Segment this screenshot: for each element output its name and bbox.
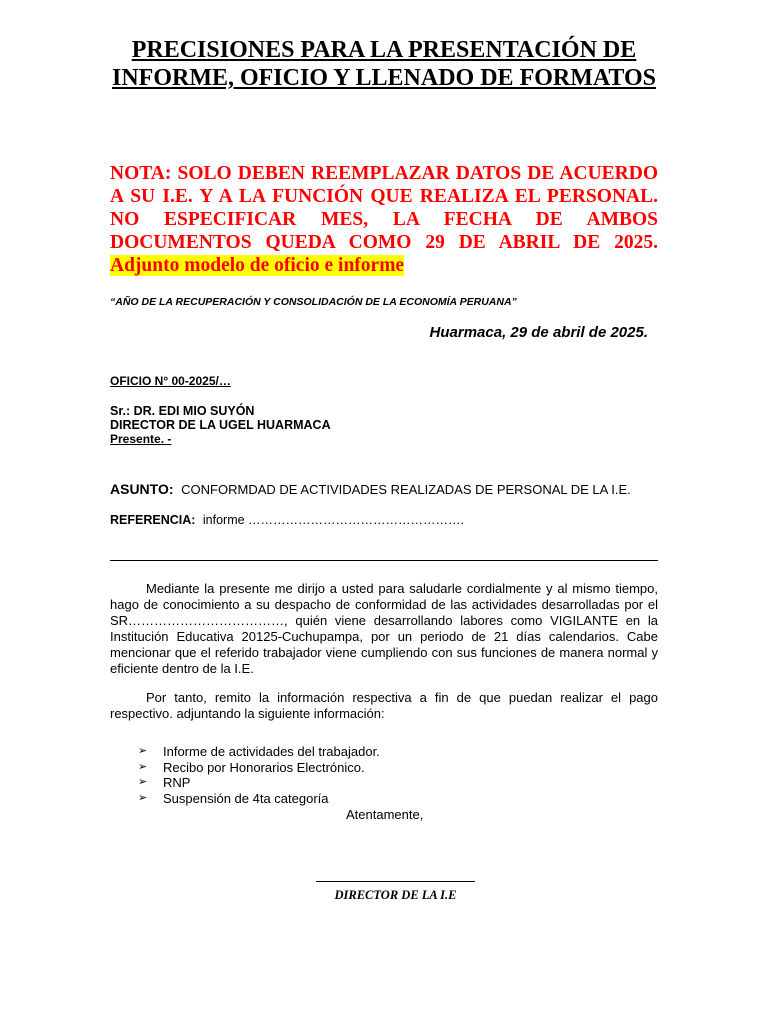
subject-value: CONFORMDAD DE ACTIVIDADES REALIZADAS DE PERSONAL DE LA I.E. — [181, 482, 631, 497]
list-item — [138, 775, 380, 791]
addressee-title: DIRECTOR DE LA UGEL HUARMACA — [110, 418, 331, 432]
attachment-text: Recibo por Honorarios Electrónico. — [163, 759, 365, 775]
place-date: Huarmaca, 29 de abril de 2025. — [429, 324, 648, 341]
arrow-bullet-icon: ➢ — [138, 776, 148, 789]
attachments-list — [138, 744, 380, 807]
subject-label: ASUNTO: — [110, 481, 174, 497]
reference-line — [110, 513, 464, 527]
separator-line — [110, 560, 658, 561]
reference-label: REFERENCIA: — [110, 513, 196, 527]
body-paragraph-1: Mediante la presente me dirijo a usted para saludarle cordialmente y al mismo tiempo, hago de conocimiento a su despacho de conformidad de las actividades desarrolladas por el SR………………………………, quién viene desarrollando labores como VIGILANTE en la Institución Educativa 20125-Cuchupampa, por un periodo de 21 días calendarios. Cabe mencionar que el referido trabajador viene cumpliendo con sus funciones de manera normal y eficiente dentro de la I.E. — [110, 581, 658, 676]
addressee-block — [110, 404, 331, 446]
instruction-note — [110, 162, 658, 277]
list-item — [138, 760, 380, 776]
attachment-text: Suspensión de 4ta categoría — [163, 791, 329, 807]
arrow-bullet-icon: ➢ — [138, 792, 148, 805]
body-paragraph-2: Por tanto, remito la información respectiva a fin de que puedan realizar el pago respectivo. adjuntando la siguiente información: — [110, 690, 658, 721]
list-item — [138, 744, 380, 760]
closing-text: Atentamente, — [346, 807, 424, 822]
addressee-presente: Presente. - — [110, 432, 172, 446]
reference-value: informe ……………………………………………. — [202, 513, 465, 527]
note-highlight: Adjunto modelo de oficio e informe — [110, 255, 405, 276]
arrow-bullet-icon: ➢ — [138, 760, 148, 773]
list-item — [138, 791, 380, 807]
oficio-number: OFICIO N° 00-2025/… — [110, 374, 231, 388]
note-text: NOTA: SOLO DEBEN REEMPLAZAR DATOS DE ACUERDO A SU I.E. Y A LA FUNCIÓN QUE REALIZA EL PERSONAL. NO ESPECIFICAR MES, LA FECHA DE AMBOS DOCUMENTOS QUEDA COMO 29 DE ABRIL DE 2025. — [110, 163, 658, 253]
document-title: PRECISIONES PARA LA PRESENTACIÓN DE INFORME, OFICIO Y LLENADO DE FORMATOS — [111, 37, 657, 91]
year-motto: “AÑO DE LA RECUPERACIÓN Y CONSOLIDACIÓN DE LA ECONOMÍA PERUANA” — [110, 296, 517, 308]
signature-line — [316, 881, 475, 882]
addressee-name: Sr.: DR. EDI MIO SUYÓN — [110, 404, 255, 418]
signature-title: DIRECTOR DE LA I.E — [334, 888, 457, 902]
attachment-text: Informe de actividades del trabajador. — [163, 744, 380, 759]
arrow-bullet-icon: ➢ — [138, 745, 148, 757]
attachment-text: RNP — [163, 775, 191, 791]
subject-line — [110, 481, 631, 497]
